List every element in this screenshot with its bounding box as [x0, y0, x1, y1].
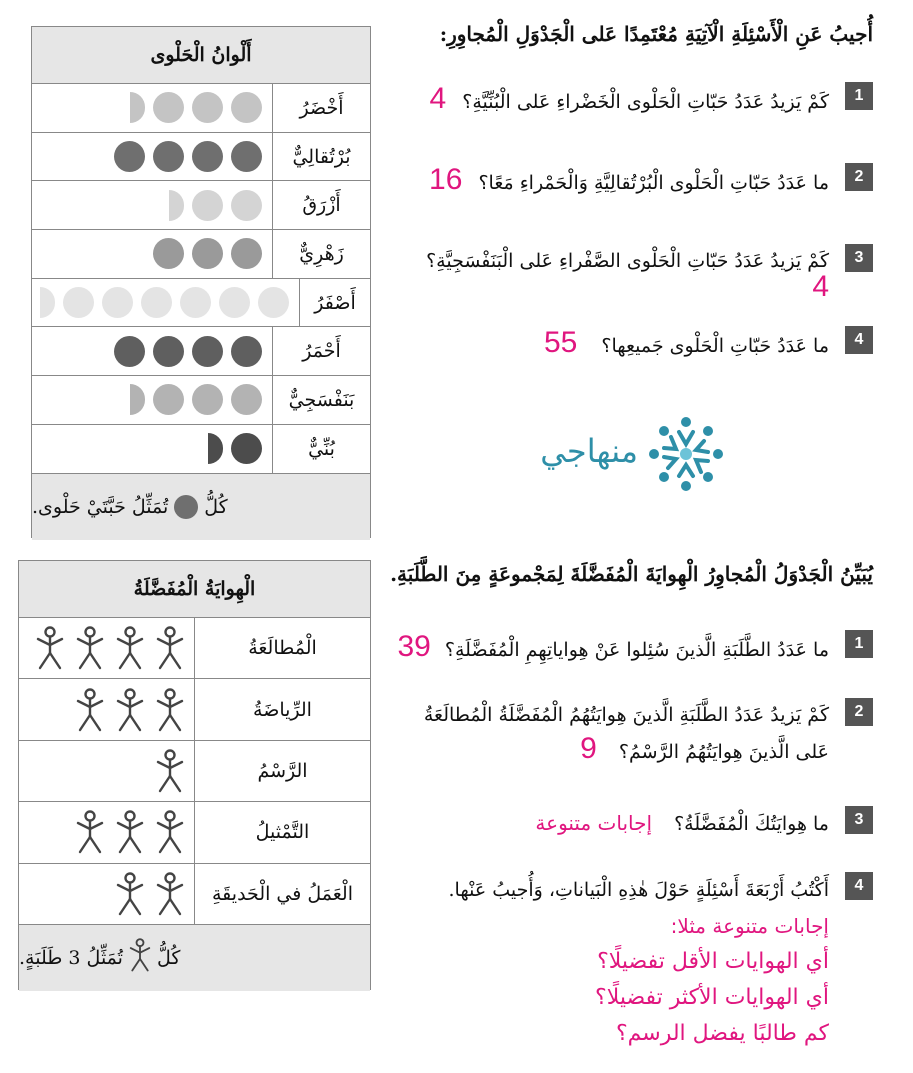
person-icon	[156, 749, 184, 793]
candy-symbols	[32, 376, 272, 424]
hobby-label: الرِّياضَةُ	[194, 679, 370, 739]
answer: 9	[580, 732, 597, 765]
candy-icon	[192, 141, 223, 172]
candy-icon	[231, 384, 262, 415]
question-text: ما عَدَدُ حَبّاتِ الْحَلْوى الْبُرْتُقالِيَّةِ وَالْحَمْراءِ مَعًا؟	[478, 172, 829, 194]
candy-row	[32, 376, 370, 425]
person-icon	[36, 626, 64, 670]
half-candy-icon	[130, 384, 145, 415]
candy-color-label: بَنَفْسَجِيٌّ	[272, 376, 370, 424]
candy-color-label: أَصْفَرُ	[299, 279, 370, 327]
hobby-symbols	[19, 741, 194, 801]
answer: 4	[429, 82, 447, 115]
candy-color-label: بُنِّيٌّ	[272, 425, 370, 473]
s2-question-1	[397, 630, 873, 667]
answer-example-3: كم طالبًا يفضل الرسم؟	[615, 1021, 829, 1046]
candy-icon	[231, 336, 262, 367]
candy-row	[32, 327, 370, 376]
question-number: 3	[845, 806, 873, 834]
key-prefix: كُلُّ	[204, 495, 228, 518]
question-text: ما هِوايَتُكَ الْمُفَضَّلَةُ؟	[674, 813, 829, 835]
person-icon	[116, 872, 144, 916]
candy-icon	[192, 238, 223, 269]
section2-heading: يُبَيِّنُ الْجَدْوَلُ الْمُجاوِرُ الْهِوايَةَ الْمُفَضَّلَةَ لِمَجْموعَةٍ مِنَ الطَّلَبَةِ.	[390, 562, 873, 586]
candy-icon	[153, 92, 184, 123]
hobby-label: التَّمْثيلُ	[194, 802, 370, 862]
question-number: 2	[845, 163, 873, 191]
key-candy-icon	[174, 495, 198, 519]
hobby-label: الْمُطالَعَةُ	[194, 618, 370, 678]
person-icon	[156, 872, 184, 916]
answer-example-1: أي الهوايات الأقل تفضيلًا؟	[597, 949, 829, 974]
candy-icon	[192, 336, 223, 367]
question-number: 1	[845, 630, 873, 658]
question-text: ما عَدَدُ الطَّلَبَةِ الَّذينَ سُئِلوا عَنْ هِواياتِهِمِ الْمُفَضَّلَةِ؟	[444, 639, 829, 661]
candy-color-label: أَزْرَقُ	[272, 181, 370, 229]
person-icon	[156, 688, 184, 732]
question-text: كَمْ يَزيدُ عَدَدُ حَبّاتِ الْحَلْوى الْخَضْراءِ عَلى الْبُنِّيَّةِ؟	[462, 91, 829, 113]
candy-icon	[114, 141, 145, 172]
answer: 55	[543, 326, 578, 359]
candy-symbols	[32, 327, 272, 375]
question-text: كَمْ يَزيدُ عَدَدُ حَبّاتِ الْحَلْوى الصَّفْراءِ عَلى الْبَنَفْسَجِيَّةِ؟	[426, 250, 829, 272]
hobby-symbols	[19, 679, 194, 739]
person-icon	[156, 626, 184, 670]
candy-icon	[180, 287, 211, 318]
s1-question-3	[389, 244, 873, 304]
question-number: 4	[845, 326, 873, 354]
key-suffix: تُمَثِّلُ حَبَّتَيْ حَلْوى.	[32, 495, 169, 518]
candy-row	[32, 181, 370, 230]
candy-row	[32, 133, 370, 182]
half-candy-icon	[40, 287, 55, 318]
person-icon	[76, 810, 104, 854]
logo-text: منهاجي	[540, 432, 638, 470]
answer-intro: إجابات متنوعة مثلا:	[670, 914, 829, 938]
answer: 4	[812, 270, 829, 303]
s2-question-3	[535, 806, 873, 841]
candy-row	[32, 425, 370, 474]
candy-colors-table	[31, 26, 371, 538]
s1-question-1	[430, 82, 873, 119]
manhaji-logo	[536, 414, 726, 494]
half-candy-icon	[208, 433, 223, 464]
person-icon	[76, 626, 104, 670]
candy-icon	[258, 287, 289, 318]
answer-example-2: أي الهوايات الأكثر تفضيلًا؟	[595, 985, 829, 1010]
candy-row	[32, 84, 370, 133]
candy-symbols	[32, 279, 299, 327]
hobby-symbols	[19, 802, 194, 862]
question-text: ما عَدَدُ حَبّاتِ الْحَلْوى جَميعِها؟	[601, 335, 829, 357]
candy-color-label: أَخْضَرُ	[272, 84, 370, 132]
candy-color-label: أَحْمَرُ	[272, 327, 370, 375]
question-text: كَمْ يَزيدُ عَدَدُ الطَّلَبَةِ الَّذينَ هِوايَتُهُمُ الْمُفَضَّلَةُ الْمُطالَعَةُ	[423, 704, 829, 726]
candy-icon	[192, 384, 223, 415]
s2-question-4	[449, 872, 873, 1052]
question-number: 4	[845, 872, 873, 900]
candy-symbols	[32, 133, 272, 181]
half-candy-icon	[130, 92, 145, 123]
candy-symbols	[32, 230, 272, 278]
candy-symbols	[32, 181, 272, 229]
hobby-row	[19, 618, 370, 679]
answer: إجابات متنوعة	[535, 811, 653, 835]
hobby-table-key	[19, 925, 370, 991]
hobby-symbols	[19, 618, 194, 678]
logo-mark-icon	[646, 414, 726, 494]
candy-row	[32, 230, 370, 279]
candy-icon	[153, 141, 184, 172]
key-prefix: كُلُّ	[156, 946, 181, 969]
candy-icon	[102, 287, 133, 318]
hobby-label: الْعَمَلُ في الْحَديقَةِ	[194, 864, 370, 924]
hobby-row	[19, 741, 370, 802]
person-icon	[76, 688, 104, 732]
candy-table-title: أَلْوانُ الْحَلْوى	[32, 27, 370, 84]
candy-row	[32, 279, 370, 328]
hobby-row	[19, 864, 370, 925]
s2-question-2	[424, 698, 873, 769]
candy-symbols	[32, 84, 272, 132]
candy-symbols	[32, 425, 272, 473]
candy-color-label: زَهْرِيٌّ	[272, 230, 370, 278]
key-suffix: تُمَثِّلُ 3 طَلَبَةٍ.	[19, 946, 123, 969]
candy-icon	[192, 92, 223, 123]
candy-icon	[219, 287, 250, 318]
half-candy-icon	[169, 190, 184, 221]
s1-question-2	[429, 163, 873, 200]
candy-icon	[141, 287, 172, 318]
key-person-icon	[129, 938, 151, 977]
candy-icon	[114, 336, 145, 367]
candy-icon	[63, 287, 94, 318]
candy-icon	[231, 92, 262, 123]
person-icon	[116, 626, 144, 670]
candy-icon	[231, 433, 262, 464]
answer: 39	[397, 630, 431, 663]
candy-table-key	[32, 474, 370, 540]
hobby-row	[19, 802, 370, 863]
candy-icon	[153, 384, 184, 415]
hobby-label: الرَّسْمُ	[194, 741, 370, 801]
person-icon	[116, 810, 144, 854]
candy-icon	[192, 190, 223, 221]
question-text-line2: عَلى الَّذينَ هِوايَتُهُمُ الرَّسْمُ؟	[618, 741, 829, 763]
hobby-table-title: الْهِوايَةُ الْمُفَضَّلَةُ	[19, 561, 370, 618]
question-number: 3	[845, 244, 873, 272]
question-number: 2	[845, 698, 873, 726]
question-number: 1	[845, 82, 873, 110]
hobby-row	[19, 679, 370, 740]
hobby-table	[18, 560, 371, 990]
s1-question-4	[544, 326, 873, 363]
section1-heading: أُجيبُ عَنِ الْأَسْئِلَةِ الْآتِيَةِ مُعْتَمِدًا عَلى الْجَدْوَلِ الْمُجاوِرِ:	[439, 22, 873, 46]
candy-color-label: بُرْتُقالِيٌّ	[272, 133, 370, 181]
question-text: أَكْتُبُ أَرْبَعَةَ أَسْئِلَةٍ حَوْلَ هٰذِهِ الْبَياناتِ، وَأُجيبُ عَنْها.	[448, 879, 829, 901]
candy-icon	[153, 238, 184, 269]
candy-icon	[231, 141, 262, 172]
person-icon	[116, 688, 144, 732]
candy-icon	[153, 336, 184, 367]
person-icon	[156, 810, 184, 854]
candy-icon	[231, 238, 262, 269]
candy-icon	[231, 190, 262, 221]
hobby-symbols	[19, 864, 194, 924]
answer: 16	[429, 163, 463, 196]
